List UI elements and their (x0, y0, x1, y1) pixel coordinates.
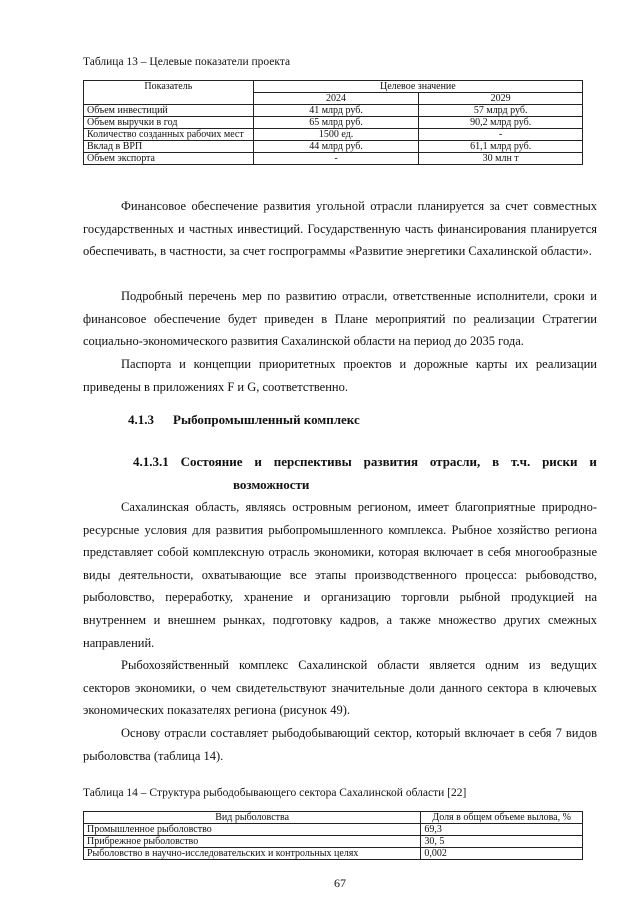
table-row (84, 824, 583, 836)
table-cell-indicator: Объем экспорта (84, 153, 254, 165)
heading-word: риски (542, 454, 578, 469)
heading-word: развития (363, 454, 418, 469)
table-row (84, 117, 583, 129)
table-cell-share: 30, 5 (421, 836, 583, 848)
table14-header-share: Доля в общем объеме вылова, % (421, 812, 583, 824)
table-cell-value-2024: 44 млрд руб. (253, 141, 419, 153)
table-cell-type: Промышленное рыболовство (84, 824, 421, 836)
table13-caption: Таблица 13 – Целевые показатели проекта (83, 56, 291, 68)
table-cell-value-2024: 65 млрд руб. (253, 117, 419, 129)
table-cell-value-2029: 90,2 млрд руб. (419, 117, 583, 129)
table-row (84, 141, 583, 153)
paragraph-coal-financing: Финансовое обеспечение развития угольной отрасли планируется за счет совместных государственных и частных инвестиций. Государственную часть финансирования планируется обеспечивать, в частности, за счет госпрограммы «Развитие энергетики Сахалинской области». (83, 199, 597, 259)
heading-word: отрасли, (429, 454, 481, 469)
section-title: Рыбопромышленный комплекс (173, 412, 360, 427)
table14-caption: Таблица 14 – Структура рыбодобывающего сектора Сахалинской области [22] (83, 787, 467, 799)
paragraph-fishery-role: Рыбохозяйственный комплекс Сахалинской области является одним из ведущих секторов экономики, о чем свидетельствуют значительные доли данного сектора в ключевых экономических показателях региона (рисунок 49). (83, 658, 597, 718)
table-row (84, 129, 583, 141)
table-cell-value-2024: 1500 ед. (253, 129, 419, 141)
heading-word: т.ч. (510, 454, 531, 469)
table-cell-value-2024: - (253, 153, 419, 165)
subsection-heading-4-1-3-1 (133, 450, 597, 496)
table-cell-value-2029: 57 млрд руб. (419, 105, 583, 117)
table-cell-share: 0,002 (421, 848, 583, 860)
heading-word: Состояние (180, 454, 243, 469)
paragraph-appendices: Паспорта и концепции приоритетных проектов и дорожные карты их реализации приведены в приложениях F и G, соответственно. (83, 357, 597, 394)
table13-header-year-2024: 2024 (253, 93, 419, 105)
page-number: 67 (334, 876, 346, 890)
table-row (84, 105, 583, 117)
paragraph-action-plan: Подробный перечень мер по развитию отрасли, ответственные исполнители, сроки и финансовое обеспечение будет приведен в Плане мероприятий по реализации Стратегии социально-экономического развития Сахалинской области на период до 2035 года. (83, 289, 597, 349)
table13-header-indicator: Показатель (84, 81, 254, 105)
table-cell-value-2029: 61,1 млрд руб. (419, 141, 583, 153)
table-cell-indicator: Количество созданных рабочих мест (84, 129, 254, 141)
table-cell-value-2029: 30 млн т (419, 153, 583, 165)
table-row (84, 153, 583, 165)
heading-word: перспективы (273, 454, 352, 469)
heading-word: и (589, 454, 597, 469)
table-row (84, 848, 583, 860)
table-cell-value-2029: - (419, 129, 583, 141)
table-cell-value-2024: 41 млрд руб. (253, 105, 419, 117)
table-cell-type: Рыболовство в научно-исследовательских и контрольных целях (84, 848, 421, 860)
table-cell-type: Прибрежное рыболовство (84, 836, 421, 848)
paragraph-fishing-types: Основу отрасли составляет рыбодобывающий сектор, который включает в себя 7 видов рыболовства (таблица 14). (83, 726, 597, 763)
heading-word: в (492, 454, 500, 469)
table-cell-indicator: Объем выручки в год (84, 117, 254, 129)
table-cell-indicator: Вклад в ВРП (84, 141, 254, 153)
table14 (83, 811, 583, 860)
table13-header-year-2029: 2029 (419, 93, 583, 105)
section-number: 4.1.3 (128, 412, 154, 427)
paragraph-fishery-overview: Сахалинская область, являясь островным регионом, имеет благоприятные природно-ресурсные условия для развития рыбопромышленного комплекса. Рыбное хозяйство региона представляет собой комплексную отрасль экономики, которая включает в себя многообразные виды деятельности, охватывающие все этапы производственного процесса: рыбоводство, рыболовство, переработку, хранение и организацию торговли рыбной продукцией на внутреннем и внешнем рынках, подготовку кадров, а также множество других смежных направлений. (83, 500, 597, 650)
table-cell-share: 69,3 (421, 824, 583, 836)
heading-word: и (254, 454, 262, 469)
table-row (84, 836, 583, 848)
subsection-number: 4.1.3.1 (133, 454, 169, 469)
table13-header-target: Целевое значение (253, 81, 582, 93)
table-cell-indicator: Объем инвестиций (84, 105, 254, 117)
table14-header-type: Вид рыболовства (84, 812, 421, 824)
section-heading-4-1-3 (128, 412, 360, 428)
subsection-title-line2: возможности (233, 477, 310, 492)
table13 (83, 80, 583, 165)
